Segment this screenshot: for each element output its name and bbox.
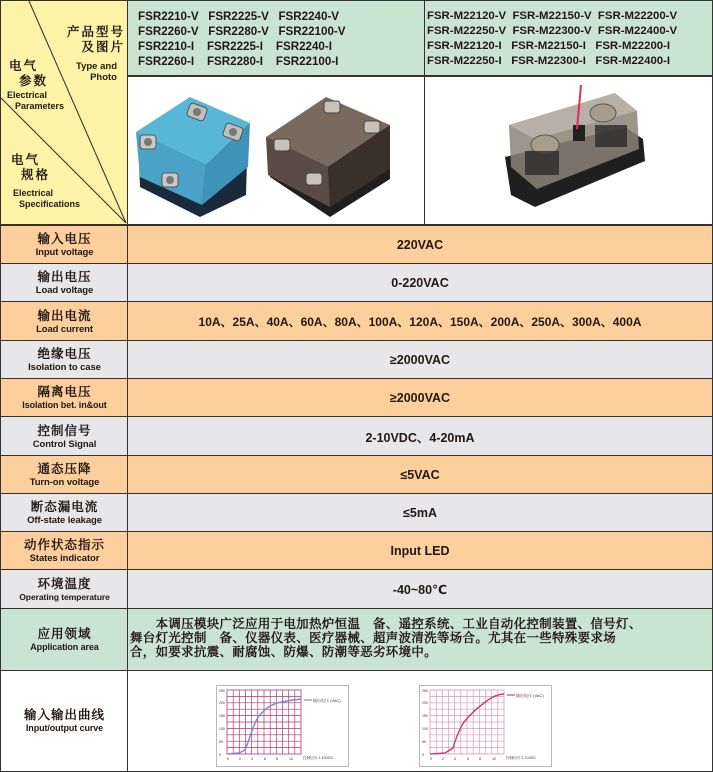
svg-text:10: 10: [492, 757, 496, 761]
application-label-en: Application area: [30, 642, 99, 652]
spec-value-operating-temperature: -40~80℃: [128, 570, 712, 609]
divider: [1, 378, 712, 379]
io-curve-chart-1: [216, 685, 349, 767]
chart-1-xlabel: 控制信号 2-10VDC: [303, 756, 334, 760]
spec-label-isolation-case: [1, 341, 128, 379]
model-line: FSR2260-V FSR2280-V FSR22100-V: [138, 24, 346, 38]
divider: [127, 1, 128, 771]
svg-text:8: 8: [479, 757, 481, 761]
divider: [1, 340, 712, 341]
curves-cell: [128, 671, 712, 771]
spec-label-en: Isolation bet. in&out: [22, 400, 107, 410]
svg-text:50: 50: [219, 740, 223, 744]
application-text-line: 合，如要求抗震、耐腐蚀、防爆、防潮等恶劣环境中。: [130, 645, 437, 659]
svg-text:100: 100: [219, 727, 225, 731]
spec-label-zh: 绝缘电压: [37, 347, 92, 361]
spec-label-en: Control Signal: [32, 438, 97, 450]
spec-value-isolation-in-out: ≥2000VAC: [128, 379, 712, 417]
divider: [1, 224, 712, 226]
application-text-line: 舞台灯光控制 备、仪器仪表、医疗器械、超声波清洗等场合。尤其在一些特殊要求场: [130, 631, 617, 645]
svg-text:200: 200: [219, 701, 225, 705]
spec-label-zh: 动作状态指示: [23, 538, 105, 552]
corner-specs-zh-1: 电气: [11, 153, 41, 167]
divider: [1, 569, 712, 570]
spec-label-zh: 环境温度: [37, 576, 92, 591]
corner-type-en-2: Photo: [90, 72, 117, 83]
spec-label-off-state-leakage: [1, 494, 128, 532]
spec-label-input-voltage: [1, 225, 128, 264]
spec-value-turn-on-voltage: ≤5VAC: [128, 456, 712, 494]
corner-type-zh-1: 产品型号: [66, 25, 125, 39]
chart-2-legend: 输出电压 (VAC): [516, 693, 544, 698]
spec-label-en: States indicator: [29, 553, 100, 564]
corner-type-en-1: Type and: [76, 61, 117, 72]
corner-specs-zh-2: 规格: [21, 168, 51, 182]
divider: [1, 531, 712, 532]
spec-label-zh: 隔离电压: [37, 385, 92, 399]
io-curve-chart-1-plot: [217, 686, 348, 766]
application-text: [128, 609, 712, 671]
spec-label-en: Input voltage: [35, 246, 94, 258]
corner-params-zh-1: 电气: [9, 59, 39, 73]
svg-text:0: 0: [227, 757, 229, 761]
spec-label-en: Load current: [36, 323, 93, 335]
svg-text:0: 0: [422, 753, 424, 757]
svg-text:200: 200: [422, 701, 428, 705]
divider: [424, 1, 425, 225]
corner-params-en-2: Parameters: [15, 101, 65, 111]
photo-right-cell: [425, 77, 712, 224]
svg-text:2: 2: [239, 757, 241, 761]
divider: [1, 301, 712, 302]
curve-label-zh: 输入输出曲线: [23, 708, 105, 722]
svg-text:0: 0: [430, 757, 432, 761]
spec-label-load-current: [1, 302, 128, 341]
chart-1-legend: 输出电压 (VAC): [313, 698, 341, 703]
chart-2-xlabel: 控制信号 2-10VDC: [506, 756, 537, 760]
svg-text:50: 50: [422, 740, 426, 744]
photo-left-cell: [128, 77, 424, 224]
corner-type-zh-2: 及图片: [81, 40, 125, 54]
spec-label-operating-temperature: [1, 570, 128, 609]
spec-label-load-voltage: [1, 264, 128, 302]
corner-params-zh-2: 参数: [19, 74, 49, 88]
spec-value-input-voltage: 220VAC: [128, 225, 712, 264]
spec-label-zh: 断态漏电流: [30, 500, 99, 514]
spec-label-zh: 输入电压: [37, 231, 92, 246]
divider: [128, 75, 712, 77]
divider: [1, 263, 712, 264]
model-line: FSR-M22250-I FSR-M22300-I FSR-M22400-I: [427, 54, 671, 67]
io-curve-chart-2: [419, 685, 552, 767]
spec-label-zh: 控制信号: [37, 423, 92, 438]
svg-text:250: 250: [219, 689, 225, 693]
model-line: FSR2210-I FSR2225-I FSR2240-I: [138, 39, 332, 53]
spec-value-load-current: 10A、25A、40A、60A、80A、100A、120A、150A、200A、250A、300A、400A: [128, 302, 712, 341]
spec-label-en: Off-state leakage: [27, 515, 102, 526]
spec-value-off-state-leakage: ≤5mA: [128, 494, 712, 532]
svg-text:100: 100: [422, 727, 428, 731]
model-line: FSR2210-V FSR2225-V FSR2240-V: [138, 9, 340, 23]
application-label: [1, 609, 128, 671]
svg-text:8: 8: [276, 757, 278, 761]
spec-value-isolation-case: ≥2000VAC: [128, 341, 712, 379]
spec-value-load-voltage: 0-220VAC: [128, 264, 712, 302]
spec-value-states-indicator: Input LED: [128, 532, 712, 570]
curve-label: [1, 671, 128, 771]
spec-label-turn-on-voltage: [1, 456, 128, 494]
corner-params-en-1: Electrical: [7, 90, 48, 100]
spec-label-states-indicator: [1, 532, 128, 570]
model-line: FSR-M22120-I FSR-M22150-I FSR-M22200-I: [427, 39, 671, 52]
spec-label-control-signal: [1, 417, 128, 456]
svg-text:6: 6: [467, 757, 469, 761]
spec-label-en: Isolation to case: [28, 362, 101, 373]
io-curve-chart-2-plot: [420, 686, 551, 766]
corner-header-cell: [1, 1, 128, 225]
application-label-zh: 应用领域: [37, 627, 92, 641]
divider: [1, 670, 712, 671]
svg-text:10: 10: [289, 757, 293, 761]
svg-text:4: 4: [454, 757, 456, 761]
application-text-line: 本调压模块广泛应用于电加热炉恒温 备、遥控系统、工业自动化控制装置、信号灯、: [130, 617, 642, 631]
curve-label-en: Input/output curve: [25, 723, 104, 733]
high-current-relay-photo-icon: [425, 77, 712, 224]
model-line: FSR-M22250-V FSR-M22300-V FSR-M22400-V: [427, 24, 678, 37]
svg-text:0: 0: [219, 753, 221, 757]
spec-label-en: Operating temperature: [19, 591, 110, 602]
model-line: FSR-M22120-V FSR-M22150-V FSR-M22200-V: [427, 9, 678, 22]
spec-label-zh: 输出电流: [37, 308, 92, 323]
spec-label-en: Turn-on voltage: [29, 477, 100, 488]
corner-specs-en-2: Specifications: [19, 199, 81, 209]
corner-specs-en-1: Electrical: [13, 188, 54, 198]
models-right-cell: [425, 1, 712, 76]
svg-text:250: 250: [422, 689, 428, 693]
svg-text:6: 6: [264, 757, 266, 761]
svg-text:150: 150: [219, 714, 225, 718]
divider: [1, 493, 712, 494]
spec-label-zh: 通态压降: [37, 462, 92, 476]
spec-label-isolation-in-out: [1, 379, 128, 417]
blue-relay-photo-icon: [128, 77, 424, 224]
model-line: FSR2260-I FSR2280-I FSR22100-I: [138, 54, 339, 68]
svg-text:150: 150: [422, 714, 428, 718]
divider: [1, 608, 712, 609]
svg-text:2: 2: [442, 757, 444, 761]
divider: [1, 416, 712, 417]
spec-label-en: Load voltage: [35, 285, 94, 296]
spec-label-zh: 输出电压: [37, 270, 92, 284]
spec-value-control-signal: 2-10VDC、4-20mA: [128, 417, 712, 456]
svg-text:4: 4: [251, 757, 253, 761]
models-left-cell: [128, 1, 424, 76]
divider: [1, 455, 712, 456]
